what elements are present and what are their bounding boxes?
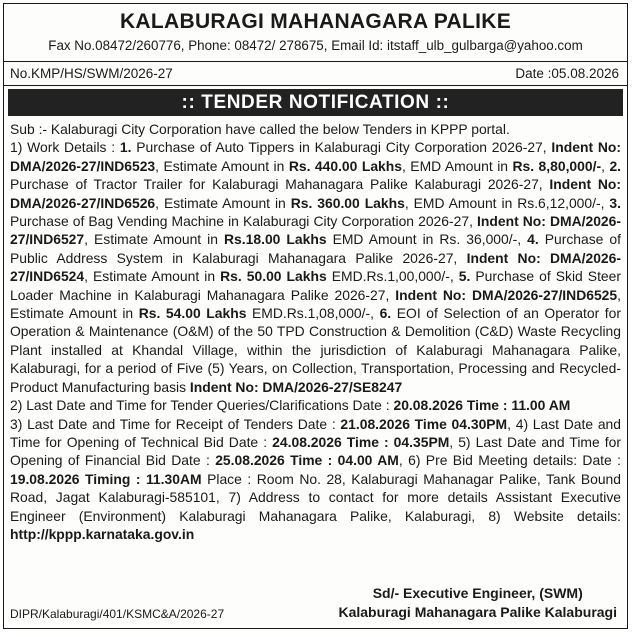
work-4-indent: Indent No: DMA/2026-27/IND6524	[10, 249, 622, 285]
reference-row	[4, 61, 627, 86]
financial-bid-value: 25.08.2026 Time : 04.00 AM	[215, 452, 399, 469]
work-2-emd: , EMD Amount in Rs.6,12,000/-,	[404, 194, 610, 211]
queries-deadline-value: 20.08.2026 Time : 11.00 AM	[393, 397, 571, 414]
work-2-amount: Rs. 360.00 Lakhs	[290, 194, 405, 211]
queries-deadline-label: 2) Last Date and Time for Tender Queries/Clarifications Date :	[10, 397, 394, 414]
receipt-deadline-value: 21.08.2026 Time 04.30PM	[340, 415, 508, 432]
work-2-text: Purchase of Tractor Trailer for Kalaburagi Mahanagara Palike Kalaburagi 2026-27,	[10, 176, 550, 193]
signatory-title: Sd/- Executive Engineer, (SWM)	[372, 585, 583, 601]
notice-banner: :: TENDER NOTIFICATION ::	[8, 89, 623, 116]
contact-line: Fax No.08472/260776, Phone: 08472/ 278675, Email Id: itstaff_ulb_gulbarga@yahoo.com	[48, 38, 583, 53]
notice-body	[4, 116, 627, 543]
reference-number: No.KMP/HS/SWM/2026-27	[10, 66, 173, 81]
work-details-label: 1) Work Details :	[10, 139, 120, 156]
work-3-estimate-label: , Estimate Amount in	[84, 231, 225, 248]
notice-date: Date :05.08.2026	[515, 66, 619, 81]
work-2-number: 2.	[609, 157, 622, 174]
work-3-number: 3.	[609, 194, 622, 211]
subject-line: Sub :- Kalaburagi City Corporation have called the below Tenders in KPPP portal.	[10, 121, 510, 137]
work-6-indent: Indent No: DMA/2026-27/SE8247	[189, 378, 403, 395]
work-4-estimate-label: , Estimate Amount in	[84, 268, 221, 285]
technical-bid-value: 24.08.2026 Time : 04.35PM	[272, 433, 450, 450]
work-2-indent: Indent No: DMA/2026-27/IND6526	[10, 176, 621, 211]
signature-block	[338, 584, 617, 622]
work-6-number: 6.	[379, 305, 392, 322]
work-1-text: Purchase of Auto Tippers in Kalaburagi City Corporation 2026-27,	[131, 139, 552, 156]
work-3-amount: Rs.18.00 Lakhs	[224, 231, 327, 248]
work-4-number: 4.	[527, 231, 539, 248]
work-1-amount: Rs. 440.00 Lakhs	[288, 157, 402, 174]
work-1-indent: Indent No: DMA/2026-27/IND6523	[10, 139, 621, 174]
technical-bid-label: , 4) Last Date and Time for Opening of Technical Bid Date :	[10, 415, 622, 450]
work-1-emd-amount: Rs. 8,80,000/-	[512, 157, 602, 174]
work-6-text: EOI of Selection of an Operator for Operation & Maintenance (O&M) of the 50 TPD Construction & Demolition (C&D) Waste Recycling Plant installed at Khandal Village, within the jurisdiction of Kalaburagi Mahanagara Palike, Kalaburagi, for a period of Five (5) Years, on Collection, Transportation, Processing and Recycled-Product Manufacturing basis	[10, 305, 621, 395]
tender-notice	[3, 3, 628, 629]
receipt-deadline-label: 3) Last Date and Time for Receipt of Tenders Date :	[10, 415, 341, 432]
work-3-indent: Indent No: DMA/2026-27/IND6527	[10, 213, 622, 248]
website-link[interactable]: http://kppp.karnataka.gov.in	[10, 525, 195, 542]
work-4-text: Purchase of Public Address System in Kalaburagi Mahanagara Palike 2026-27,	[10, 231, 621, 266]
place-and-contact-text: Place : Room No. 28, Kalaburagi Mahanagar Palike, Tank Bound Road, Jagat Kalaburagi-585101, 7) Address to contact for more details Assistant Executive Engineer (Environment) Kalaburagi Mahanagara Palike, Kalaburagi, 8) Website details:	[10, 470, 621, 524]
work-4-amount: Rs. 50.00 Lakhs	[220, 268, 327, 285]
work-5-text: Purchase of Skid Steer Loader Machine in Kalaburagi Mahanagara Palike 2026-27,	[10, 268, 622, 303]
work-1-number: 1.	[119, 139, 132, 156]
work-2-estimate-label: , Estimate Amount in	[155, 194, 291, 211]
work-3-text: Purchase of Bag Vending Machine in Kalaburagi City Corporation 2026-27,	[10, 213, 478, 230]
work-5-amount: Rs. 54.00 Lakhs	[138, 305, 247, 322]
work-3-emd: EMD Amount in Rs. 36,000/-,	[326, 231, 528, 248]
pre-bid-value: 19.08.2026 Timing : 11.30AM	[10, 470, 202, 487]
work-5-emd: EMD.Rs.1,08,000/-,	[246, 305, 380, 322]
work-5-indent: Indent No: DMA/2026-27/IND6525	[395, 286, 618, 303]
work-1-estimate-label: , Estimate Amount in	[155, 157, 289, 174]
work-5-estimate-label: , Estimate Amount in	[10, 286, 621, 322]
work-1-emd-label: , EMD Amount in	[401, 157, 513, 174]
org-name: KALABURAGI MAHANAGARA PALIKE	[119, 10, 512, 33]
work-4-emd: EMD.Rs.1,00,000/-,	[326, 268, 459, 285]
dipr-reference: DIPR/Kalaburagi/401/KSMC&A/2026-27	[10, 607, 225, 621]
work-1-separator: ,	[601, 157, 610, 174]
notice-footer	[10, 584, 617, 622]
work-5-number: 5.	[458, 268, 471, 285]
masthead	[4, 4, 627, 55]
signatory-office: Kalaburagi Mahanagara Palike Kalaburagi	[338, 604, 617, 620]
financial-bid-label: , 5) Last Date and Time for Opening of Financial Bid Date :	[10, 433, 621, 469]
pre-bid-label: , 6) Pre Bid Meeting details: Date :	[398, 452, 621, 469]
